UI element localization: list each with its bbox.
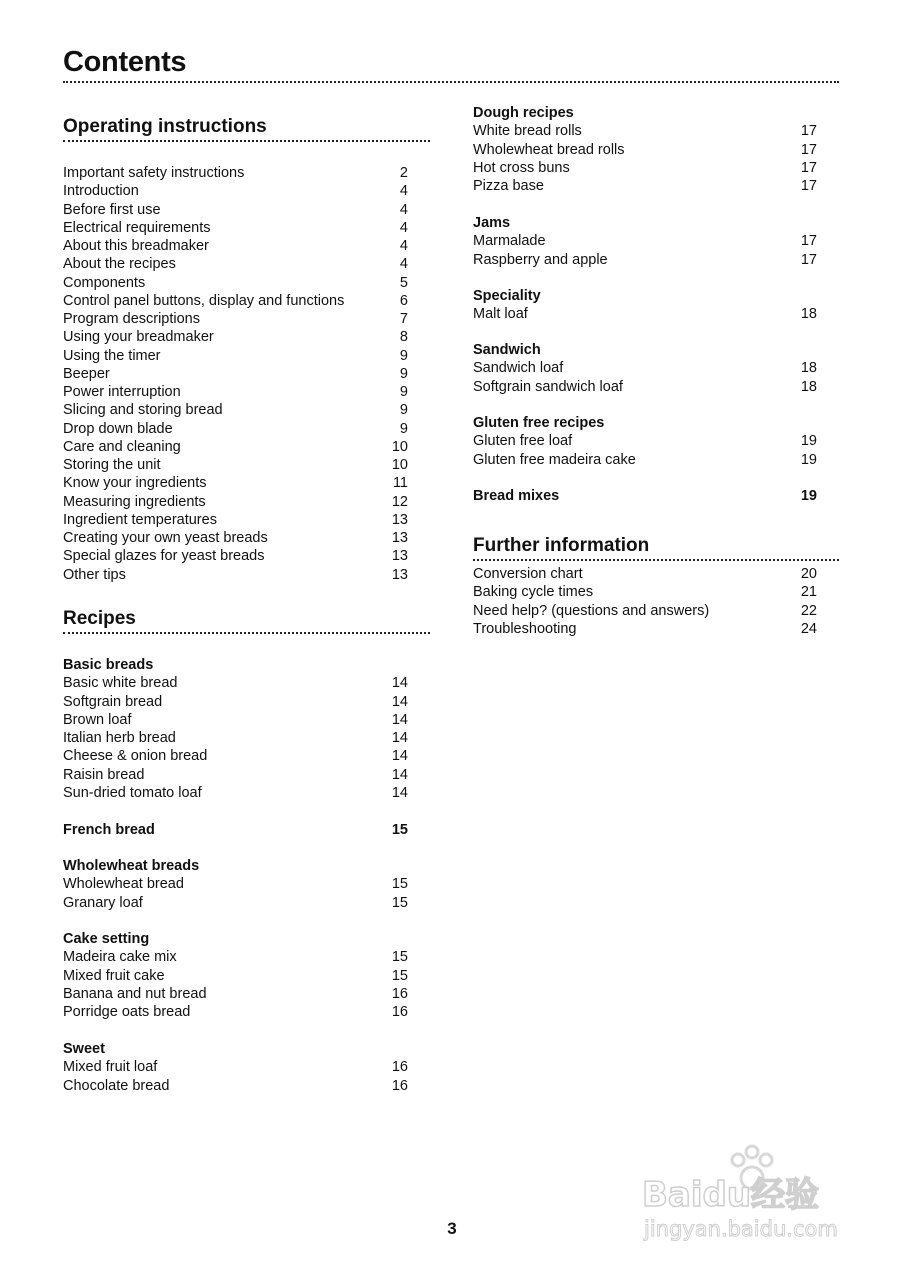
toc-entry[interactable]: [63, 274, 408, 292]
toc-entry[interactable]: [473, 602, 817, 620]
speciality-group: [473, 287, 817, 324]
toc-entry-label: Gluten free loaf: [473, 433, 573, 450]
toc-entry-label: Drop down blade: [63, 420, 173, 437]
toc-entry-page: 18: [800, 306, 817, 323]
toc-entry-page: 5: [399, 274, 408, 291]
toc-entry[interactable]: [63, 747, 408, 765]
toc-entry[interactable]: [63, 438, 408, 456]
toc-entry[interactable]: [63, 383, 408, 401]
toc-entry-page: 12: [391, 493, 408, 510]
toc-entry-page: 14: [391, 693, 408, 710]
toc-entry-page: 14: [391, 730, 408, 746]
toc-entry[interactable]: [63, 255, 408, 273]
toc-entry-page: 2: [399, 165, 408, 181]
toc-entry-page: 4: [399, 238, 408, 254]
toc-entry[interactable]: [63, 182, 408, 200]
toc-entry[interactable]: [473, 359, 817, 377]
baidu-watermark: [642, 1140, 852, 1250]
toc-entry[interactable]: [473, 583, 817, 601]
toc-entry-label: Power interruption: [63, 384, 181, 400]
toc-entry-label: Sandwich loaf: [473, 360, 564, 377]
toc-entry[interactable]: [63, 711, 408, 729]
toc-entry-page: 9: [399, 365, 408, 382]
bread-mixes-group: [473, 487, 817, 505]
toc-entry[interactable]: [63, 365, 408, 383]
toc-entry[interactable]: [63, 1003, 408, 1021]
toc-entry[interactable]: [63, 219, 408, 237]
toc-entry-page: 14: [391, 748, 408, 765]
toc-entry-label: Other tips: [63, 566, 126, 583]
toc-entry-label: Wholewheat bread: [63, 876, 184, 893]
toc-entry-label: Softgrain sandwich loaf: [473, 378, 623, 395]
toc-entry-label: Basic white bread: [63, 675, 178, 692]
toc-entry-label: Softgrain bread: [63, 693, 163, 710]
toc-entry[interactable]: [63, 693, 408, 711]
sweet-group: [63, 1040, 408, 1095]
wholewheat-breads-title[interactable]: Wholewheat breads: [63, 858, 200, 874]
toc-entry-page: 4: [399, 219, 408, 236]
toc-entry[interactable]: [63, 729, 408, 747]
toc-entry[interactable]: [63, 674, 408, 692]
toc-entry-label: Storing the unit: [63, 457, 161, 473]
toc-entry-label: Mixed fruit cake: [63, 967, 165, 984]
toc-entry[interactable]: [473, 177, 817, 195]
toc-entry[interactable]: [63, 875, 408, 893]
toc-entry-page: 11: [392, 475, 408, 492]
toc-entry-label: Care and cleaning: [63, 438, 181, 455]
toc-entry-label: Granary loaf: [63, 894, 143, 911]
toc-entry-page: 18: [800, 378, 817, 395]
toc-entry-label: Introduction: [63, 183, 139, 200]
jams-group: [473, 214, 817, 269]
gluten-free-title[interactable]: Gluten free recipes: [473, 415, 605, 431]
operating-instructions-heading: Operating instructions: [63, 116, 430, 142]
french-bread-entry[interactable]: French bread 15: [63, 822, 408, 838]
sandwich-group: [473, 341, 817, 396]
toc-entry-page: 8: [399, 329, 408, 346]
toc-entry-page: 17: [800, 123, 817, 140]
title-divider: [63, 81, 839, 83]
toc-entry-page: 17: [800, 178, 817, 194]
french-bread-group: [63, 821, 408, 839]
toc-entry-label: Raisin bread: [63, 766, 145, 783]
sandwich-title[interactable]: Sandwich: [473, 342, 541, 358]
wholewheat-breads-group: [63, 857, 408, 912]
toc-entry-label: Conversion chart: [473, 566, 583, 582]
toc-entry-page: 14: [391, 766, 408, 783]
toc-entry-label: Beeper: [63, 365, 110, 382]
toc-entry[interactable]: [63, 894, 408, 912]
toc-entry-label: Program descriptions: [63, 311, 200, 327]
toc-entry-page: 10: [391, 457, 408, 473]
toc-entry-page: 20: [800, 566, 817, 582]
toc-entry-page: 17: [800, 233, 817, 250]
toc-entry-page: 17: [800, 141, 817, 158]
toc-entry-page: 15: [391, 949, 408, 966]
toc-entry[interactable]: [63, 566, 408, 584]
toc-entry-page: 9: [399, 347, 408, 364]
toc-entry-label: Sun-dried tomato loaf: [63, 784, 202, 801]
sweet-title[interactable]: Sweet: [63, 1041, 105, 1057]
toc-entry[interactable]: [63, 201, 408, 219]
toc-entry-label: Brown loaf: [63, 711, 132, 728]
recipes-heading: Recipes: [63, 608, 430, 634]
basic-breads-group: [63, 656, 408, 802]
toc-entry-page: 7: [399, 311, 408, 327]
toc-entry-page: 6: [399, 292, 408, 309]
toc-entry[interactable]: [63, 347, 408, 365]
toc-entry-page: 4: [399, 183, 408, 200]
toc-entry-label: Electrical requirements: [63, 219, 211, 236]
toc-entry-page: 19: [800, 433, 817, 450]
speciality-title[interactable]: Speciality: [473, 288, 541, 304]
toc-entry[interactable]: [63, 985, 408, 1003]
toc-entry[interactable]: [473, 565, 817, 583]
jams-title[interactable]: Jams: [473, 215, 511, 231]
toc-entry[interactable]: [473, 432, 817, 450]
toc-entry-page: 14: [391, 675, 408, 692]
toc-entry[interactable]: [63, 547, 408, 565]
toc-entry-label: Control panel buttons, display and functions: [63, 292, 345, 309]
toc-entry-label: Baking cycle times: [473, 584, 594, 601]
toc-entry-label: Using the timer: [63, 347, 161, 364]
toc-entry[interactable]: [63, 948, 408, 966]
toc-entry-page: 9: [399, 402, 408, 419]
gluten-free-group: [473, 414, 817, 469]
toc-entry-label: About the recipes: [63, 256, 176, 273]
toc-entry-label: Italian herb bread: [63, 730, 176, 746]
toc-entry-page: 16: [391, 1059, 408, 1076]
page-title: Contents: [63, 46, 187, 78]
toc-entry-page: 13: [391, 530, 408, 546]
toc-entry-label: Creating your own yeast breads: [63, 530, 268, 546]
page-number: 3: [447, 1219, 457, 1238]
toc-entry-page: 16: [391, 985, 408, 1002]
toc-entry[interactable]: [473, 251, 817, 269]
toc-entry-label: Raspberry and apple: [473, 251, 608, 268]
toc-entry[interactable]: [63, 493, 408, 511]
toc-entry[interactable]: [473, 122, 817, 140]
toc-entry-label: Using your breadmaker: [63, 329, 214, 346]
toc-entry-page: 14: [391, 784, 408, 801]
toc-entry-page: 15: [391, 894, 408, 911]
toc-entry-label: Malt loaf: [473, 306, 528, 323]
operating-instructions-list: [63, 164, 408, 584]
toc-entry-label: Measuring ingredients: [63, 493, 206, 510]
toc-entry-label: Slicing and storing bread: [63, 402, 223, 419]
toc-entry-page: 15: [391, 967, 408, 984]
dough-recipes-title[interactable]: Dough recipes: [473, 105, 574, 121]
toc-entry-label: White bread rolls: [473, 123, 582, 140]
toc-entry-page: 13: [391, 511, 408, 528]
toc-entry-page: 21: [800, 584, 817, 601]
toc-entry[interactable]: [63, 766, 408, 784]
toc-entry-label: Porridge oats bread: [63, 1004, 191, 1020]
toc-entry-label: Troubleshooting: [473, 620, 577, 637]
toc-entry[interactable]: [473, 451, 817, 469]
toc-entry-label: Chocolate bread: [63, 1077, 170, 1094]
toc-entry-label: Know your ingredients: [63, 475, 207, 492]
toc-entry-label: Marmalade: [473, 233, 546, 250]
watermark-brand: Baidu经验: [642, 1175, 820, 1215]
further-information-list: [473, 565, 817, 638]
toc-entry[interactable]: [63, 420, 408, 438]
toc-entry-page: 16: [391, 1004, 408, 1020]
toc-entry-page: 15: [391, 876, 408, 893]
toc-entry[interactable]: [473, 378, 817, 396]
bread-mixes-entry[interactable]: Bread mixes 19: [473, 488, 817, 504]
toc-entry[interactable]: [473, 159, 817, 177]
toc-entry[interactable]: [63, 511, 408, 529]
toc-entry[interactable]: [63, 474, 408, 492]
basic-breads-title[interactable]: Basic breads: [63, 657, 154, 673]
toc-entry[interactable]: [473, 232, 817, 250]
toc-entry[interactable]: [63, 237, 408, 255]
toc-entry[interactable]: [63, 401, 408, 419]
toc-entry-page: 17: [800, 251, 817, 268]
toc-entry[interactable]: [473, 620, 817, 638]
toc-entry[interactable]: [63, 164, 408, 182]
toc-entry-page: 24: [800, 620, 817, 637]
toc-entry-label: Hot cross buns: [473, 159, 570, 176]
toc-entry-label: Components: [63, 274, 146, 291]
toc-entry-page: 17: [800, 159, 817, 176]
toc-entry[interactable]: [63, 967, 408, 985]
toc-entry[interactable]: [63, 784, 408, 802]
toc-entry-label: Important safety instructions: [63, 165, 245, 181]
toc-entry[interactable]: [63, 1058, 408, 1076]
toc-entry[interactable]: [63, 310, 408, 328]
toc-entry[interactable]: [473, 305, 817, 323]
toc-entry-label: Need help? (questions and answers): [473, 602, 710, 619]
toc-entry[interactable]: [63, 529, 408, 547]
cake-setting-group: [63, 930, 408, 1021]
dough-recipes-group: [473, 104, 817, 195]
watermark-url: jingyan.baidu.com: [644, 1217, 838, 1241]
toc-entry-page: 19: [800, 451, 817, 468]
toc-entry-label: Madeira cake mix: [63, 949, 177, 966]
toc-entry[interactable]: [63, 328, 408, 346]
toc-entry-label: Wholewheat bread rolls: [473, 141, 625, 158]
toc-entry-label: Ingredient temperatures: [63, 511, 217, 528]
toc-entry-page: 10: [391, 438, 408, 455]
toc-entry[interactable]: [63, 1077, 408, 1095]
toc-entry-page: 4: [399, 256, 408, 273]
toc-entry-label: Cheese & onion bread: [63, 748, 208, 765]
toc-entry-page: 16: [391, 1077, 408, 1094]
toc-entry-label: Gluten free madeira cake: [473, 451, 636, 468]
toc-entry-page: 18: [800, 360, 817, 377]
toc-entry-label: Banana and nut bread: [63, 985, 207, 1002]
toc-entry[interactable]: [63, 292, 408, 310]
further-information-heading: Further information: [473, 535, 839, 561]
toc-entry-label: Before first use: [63, 201, 161, 218]
toc-entry-page: 4: [399, 201, 408, 218]
cake-setting-title[interactable]: Cake setting: [63, 931, 150, 947]
toc-entry-label: Pizza base: [473, 178, 544, 194]
toc-entry-page: 9: [399, 384, 408, 400]
toc-entry-label: Mixed fruit loaf: [63, 1059, 158, 1076]
toc-entry-page: 13: [391, 566, 408, 583]
toc-entry[interactable]: [63, 456, 408, 474]
toc-entry-page: 22: [800, 602, 817, 619]
toc-entry-page: 14: [391, 711, 408, 728]
toc-entry-label: About this breadmaker: [63, 238, 209, 254]
toc-entry-label: Special glazes for yeast breads: [63, 548, 265, 565]
toc-entry-page: 9: [399, 420, 408, 437]
toc-entry-page: 13: [391, 548, 408, 565]
toc-entry[interactable]: [473, 141, 817, 159]
